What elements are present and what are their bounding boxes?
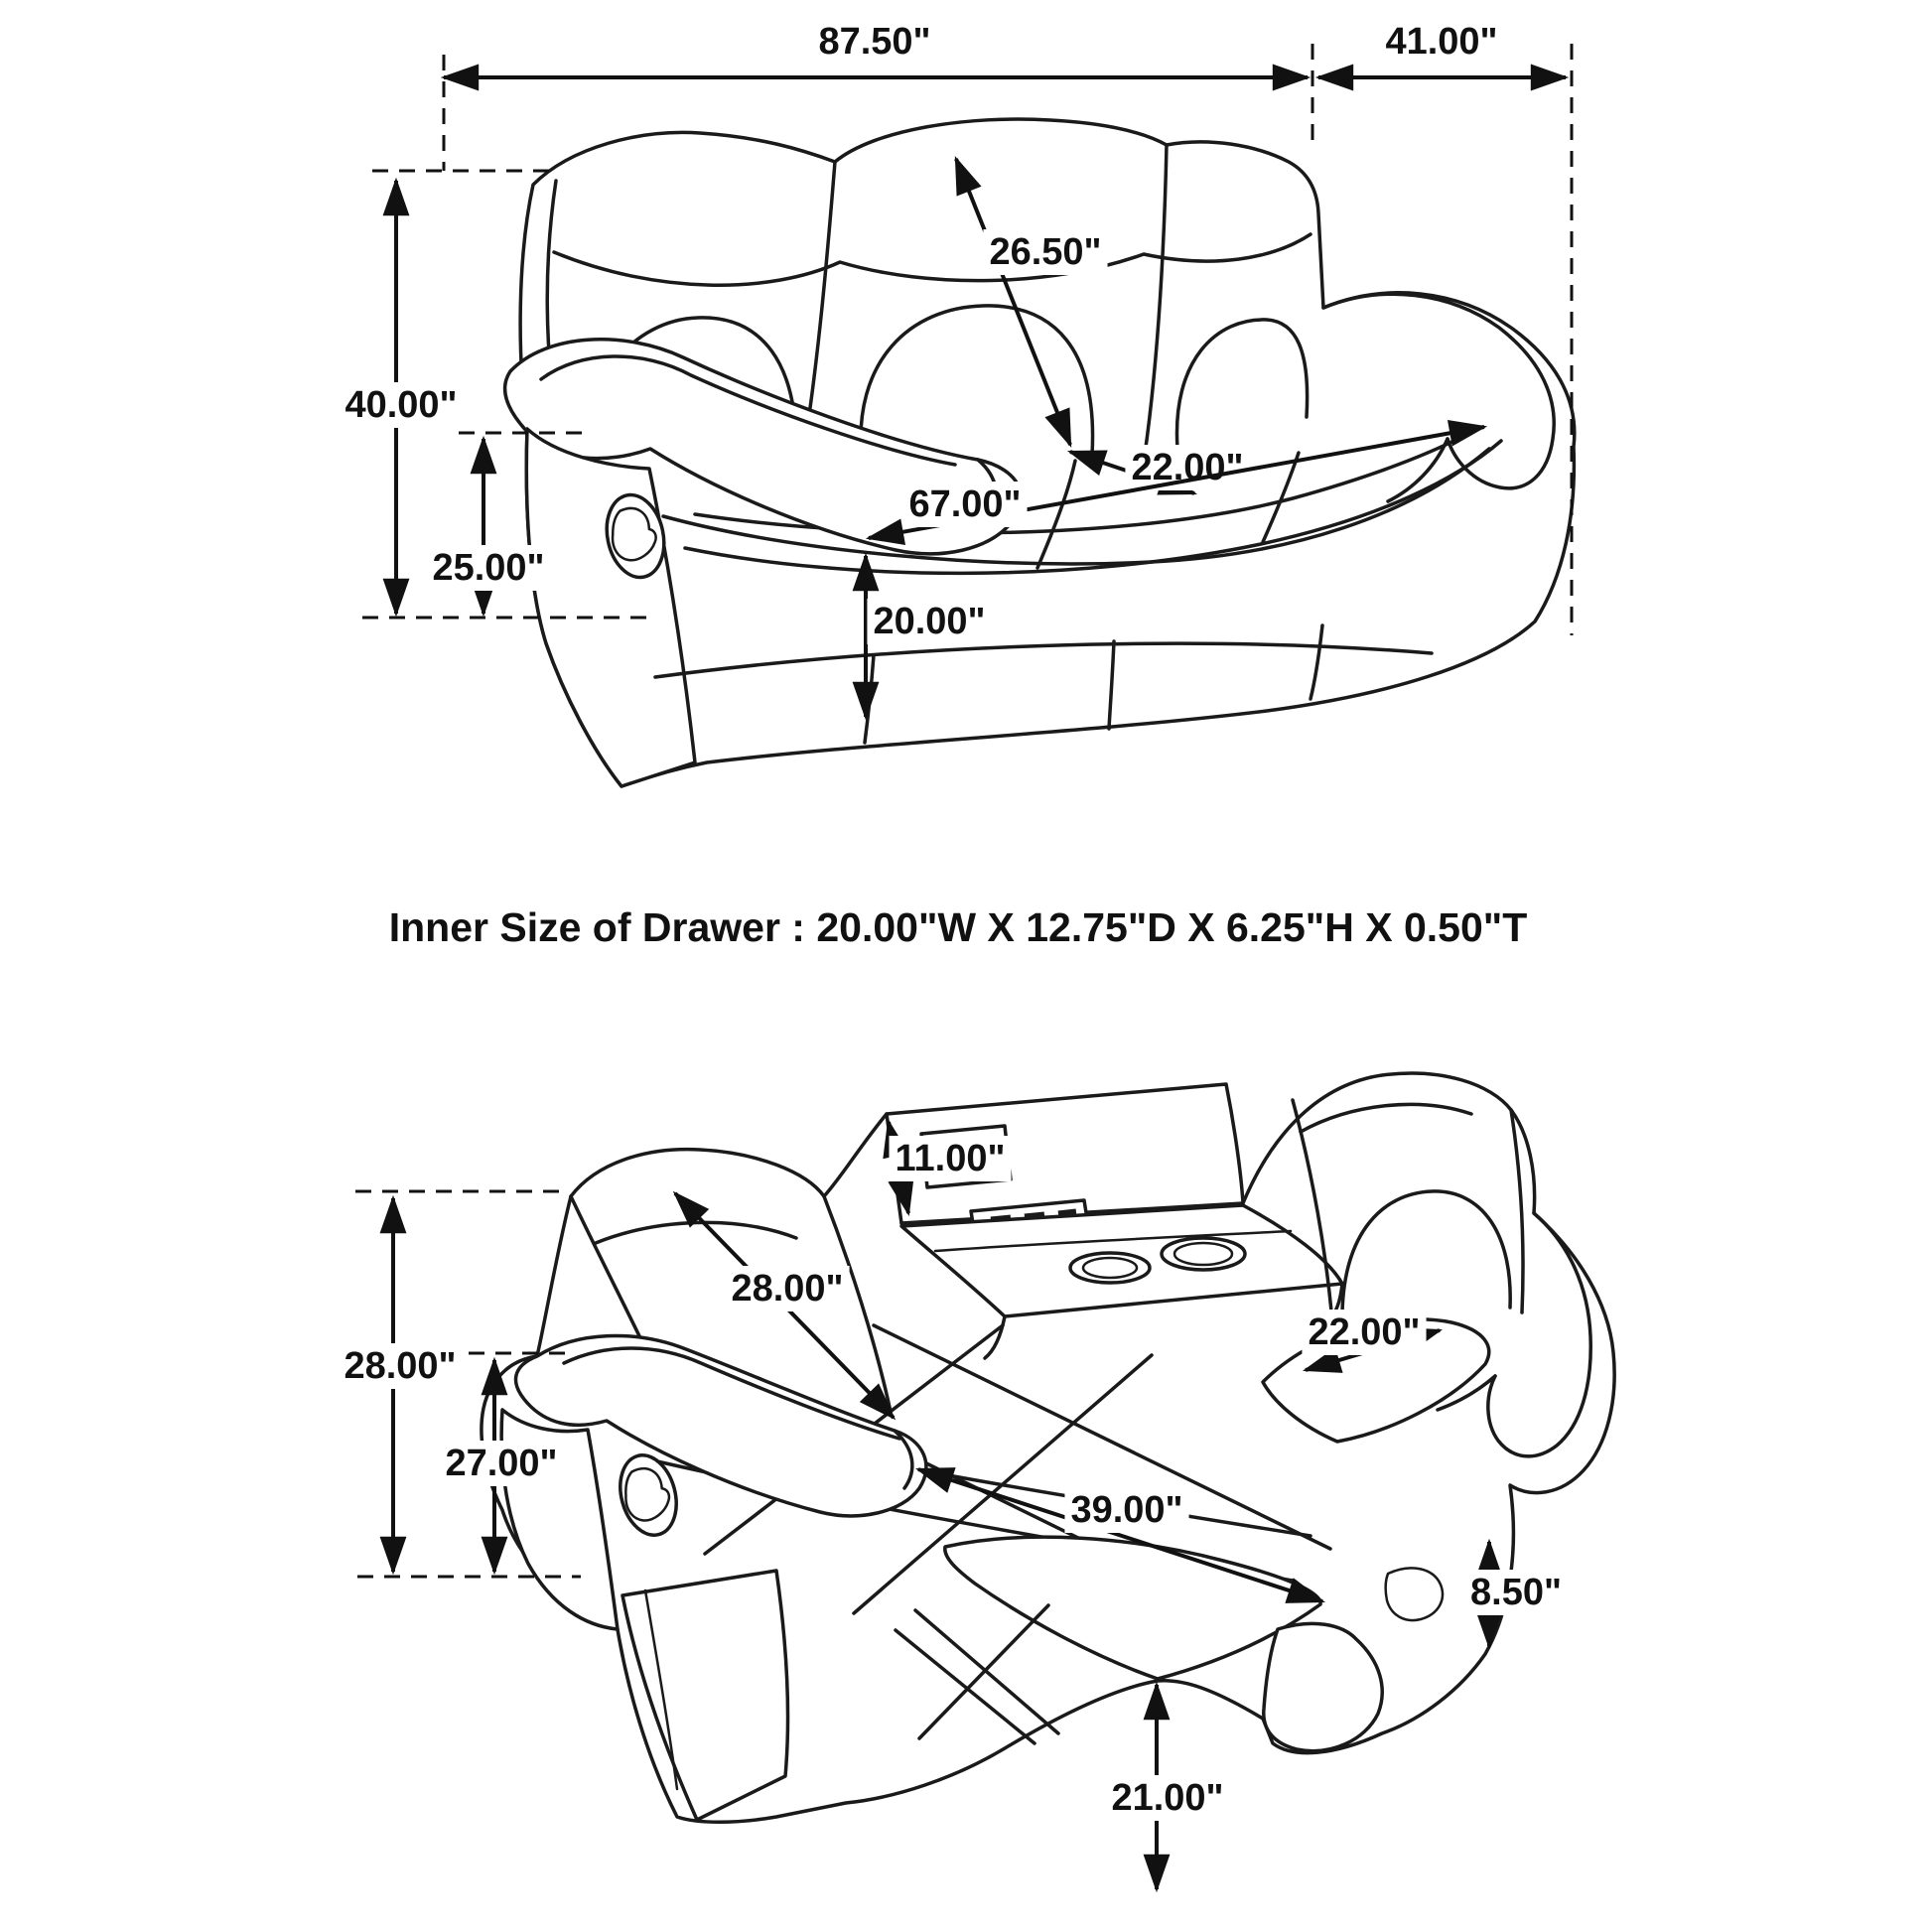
console-lid-label: 11.00" <box>895 1138 1006 1179</box>
cup-holder-left-inner <box>1083 1258 1137 1278</box>
footrest-thickness-label: 8.50" <box>1470 1572 1562 1613</box>
sofa-reclined-drawing <box>482 1073 1614 1822</box>
footrest-clearance-label: 21.00" <box>1111 1777 1224 1819</box>
overall-width-label: 87.50" <box>818 21 931 63</box>
reclined-arm-height-label: 27.00" <box>445 1443 558 1484</box>
cup-holder-right-inner <box>1174 1243 1232 1265</box>
reclined-seat-depth-label: 22.00" <box>1308 1311 1421 1353</box>
arm-height-label: 25.00" <box>432 547 545 589</box>
seat-depth-label: 22.00" <box>1131 447 1244 488</box>
back-length-label: 26.50" <box>989 231 1102 273</box>
reclined-height-label: 28.00" <box>344 1345 457 1387</box>
inner-width-label: 67.00" <box>908 483 1022 525</box>
drawer-size-note: Inner Size of Drawer : 20.00"W X 12.75"D X 6.25"H X 0.50"T <box>388 904 1528 950</box>
dim-footrest-clearance <box>1105 1685 1229 1889</box>
seat-height-label: 20.00" <box>873 601 986 642</box>
overall-height-label: 40.00" <box>345 384 458 426</box>
reclined-back-length-label: 28.00" <box>731 1268 844 1310</box>
sofa-upright-drawing <box>505 119 1575 786</box>
overall-depth-label: 41.00" <box>1385 21 1498 63</box>
recline-extension-label: 39.00" <box>1070 1489 1183 1531</box>
